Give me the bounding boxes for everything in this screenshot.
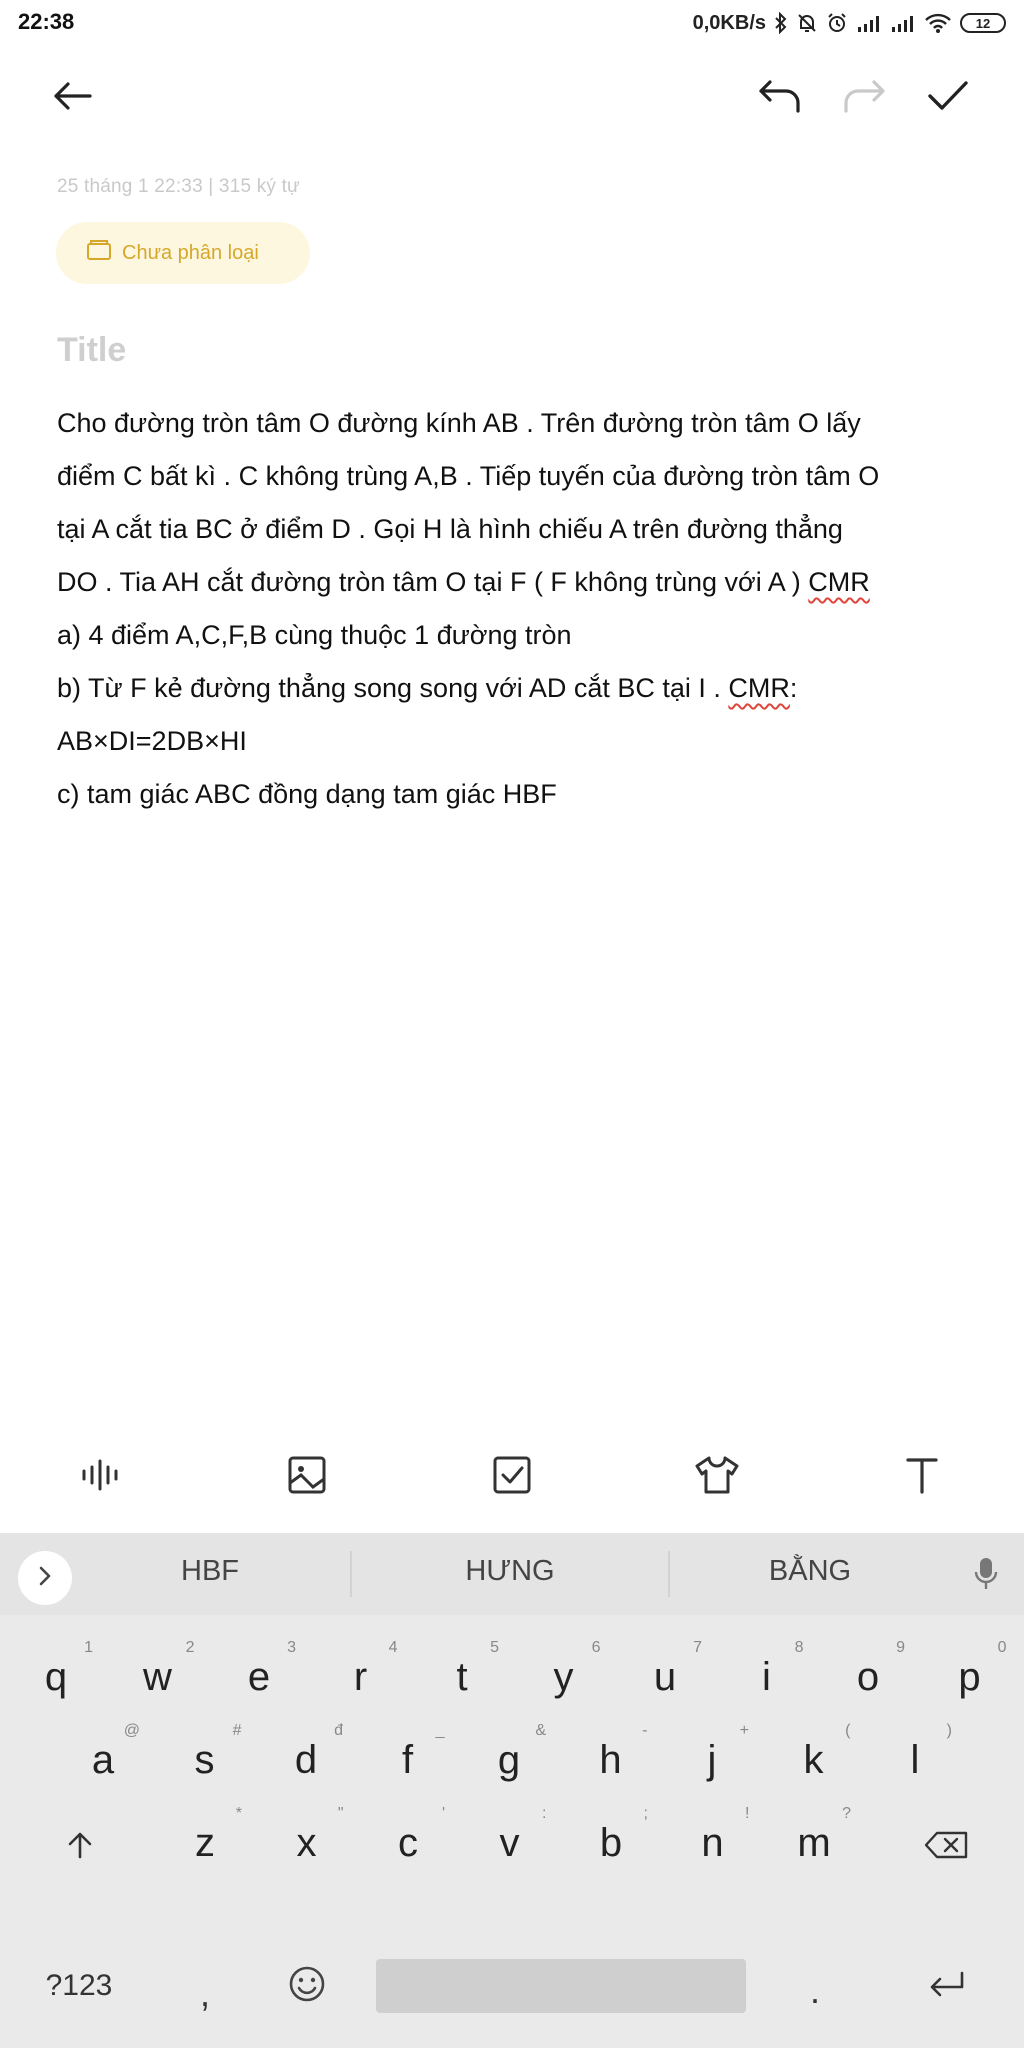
key-label: w xyxy=(143,1655,172,1699)
divider xyxy=(350,1551,352,1597)
key-hint: 4 xyxy=(388,1639,398,1656)
theme-button[interactable] xyxy=(687,1452,747,1502)
undo-icon xyxy=(758,78,802,119)
note-meta: 25 tháng 1 22:33 | 315 ký tự xyxy=(57,176,300,197)
key-label: m xyxy=(797,1821,831,1865)
note-line: AB×DI=2DB×HI xyxy=(57,726,247,756)
shift-arrow-icon xyxy=(65,1830,95,1865)
key-label: h xyxy=(599,1738,622,1782)
key-hint: : xyxy=(542,1805,547,1822)
alarm-icon xyxy=(826,12,848,34)
key-hint: # xyxy=(232,1722,242,1739)
key-f[interactable] xyxy=(363,1718,453,1810)
note-toolbar xyxy=(0,56,1024,136)
key-label: c xyxy=(398,1821,418,1865)
key-label: a xyxy=(91,1738,115,1782)
key-hint: ' xyxy=(441,1805,445,1822)
status-time: 22:38 xyxy=(18,9,75,34)
status-bar xyxy=(0,0,1024,46)
key-label: i xyxy=(762,1655,771,1699)
key-hint: 9 xyxy=(896,1639,905,1656)
key-o[interactable] xyxy=(823,1635,913,1727)
network-speed: 0,0KB/s xyxy=(692,11,766,34)
key-a[interactable] xyxy=(58,1718,148,1810)
key-hint: ( xyxy=(845,1722,851,1739)
bluetooth-icon xyxy=(774,12,788,34)
redo-icon xyxy=(842,78,886,119)
category-label: Chưa phân loại xyxy=(122,241,259,264)
key-label: o xyxy=(856,1655,880,1699)
emoji-key[interactable] xyxy=(262,1940,352,2032)
microphone-icon xyxy=(974,1556,998,1597)
image-icon xyxy=(287,1455,327,1500)
key-k[interactable] xyxy=(769,1718,859,1810)
key-label: n xyxy=(701,1821,724,1865)
key-label: k xyxy=(803,1738,824,1782)
chevron-right-icon xyxy=(37,1565,53,1592)
key-hint: 2 xyxy=(185,1639,195,1656)
suggestion-item[interactable]: BẰNG xyxy=(768,1555,852,1587)
key-label: u xyxy=(653,1655,677,1699)
key-hint: ; xyxy=(643,1805,648,1822)
suggestion-item[interactable]: HBF xyxy=(181,1555,239,1587)
folder-icon xyxy=(86,239,112,267)
comma-key[interactable]: , xyxy=(199,1973,210,2014)
enter-arrow-icon xyxy=(926,1969,966,2004)
key-label: x xyxy=(296,1821,317,1865)
key-y[interactable] xyxy=(519,1635,609,1727)
key-d[interactable] xyxy=(261,1718,351,1810)
key-e[interactable] xyxy=(214,1635,304,1727)
key-label: b xyxy=(599,1821,623,1865)
key-hint: _ xyxy=(435,1722,445,1739)
key-w[interactable] xyxy=(113,1635,203,1727)
divider xyxy=(668,1551,670,1597)
insert-image-button[interactable] xyxy=(277,1452,337,1502)
note-line: điểm C bất kì . C không trùng A,B . Tiếp tuyến của đường tròn tâm O xyxy=(57,461,880,491)
key-l[interactable] xyxy=(870,1718,960,1810)
key-hint: đ xyxy=(334,1722,343,1739)
keyboard xyxy=(0,1533,1024,2048)
period-key[interactable]: . xyxy=(809,1970,820,2011)
signal-icon xyxy=(856,13,882,33)
key-label: j xyxy=(707,1738,717,1782)
key-hint: - xyxy=(642,1722,648,1739)
key-v[interactable] xyxy=(465,1801,555,1893)
key-z[interactable] xyxy=(160,1801,250,1893)
expand-button[interactable] xyxy=(18,1551,72,1605)
key-p[interactable] xyxy=(925,1635,1015,1727)
key-hint: 6 xyxy=(591,1639,601,1656)
redo-button[interactable] xyxy=(836,70,892,126)
key-label: e xyxy=(247,1655,271,1699)
status-icons xyxy=(693,8,1006,38)
note-line: DO . Tia AH cắt đường tròn tâm O tại F ( F không trùng với A ) CMR xyxy=(57,567,870,597)
key-j[interactable] xyxy=(667,1718,757,1810)
wifi-icon xyxy=(924,12,952,34)
category-chip[interactable] xyxy=(56,222,310,284)
checklist-button[interactable] xyxy=(482,1452,542,1502)
key-label: p xyxy=(958,1655,981,1699)
undo-button[interactable] xyxy=(752,70,808,126)
key-s[interactable] xyxy=(160,1718,250,1810)
microphone-button[interactable] xyxy=(966,1553,1006,1599)
bell-muted-icon xyxy=(796,12,818,34)
key-hint: 1 xyxy=(84,1639,93,1656)
spellcheck-word[interactable]: CMR xyxy=(808,567,870,597)
spellcheck-word[interactable]: CMR xyxy=(728,673,790,703)
key-hint: 5 xyxy=(490,1639,499,1656)
key-label: y xyxy=(553,1655,574,1699)
key-label: d xyxy=(294,1738,318,1782)
note-line: c) tam giác ABC đồng dạng tam giác HBF xyxy=(57,779,557,809)
note-title-input[interactable]: Title xyxy=(57,331,127,369)
key-r[interactable] xyxy=(316,1635,406,1727)
text-format-icon xyxy=(904,1456,940,1499)
key-hint: 7 xyxy=(693,1639,702,1656)
space-bar[interactable] xyxy=(376,1959,746,2013)
backspace-icon xyxy=(923,1830,969,1865)
key-m[interactable] xyxy=(769,1801,859,1893)
suggestion-bar xyxy=(0,1533,1024,1615)
key-hint: 0 xyxy=(997,1639,1007,1656)
enter-key[interactable] xyxy=(896,1940,996,2032)
voice-button[interactable] xyxy=(72,1452,132,1502)
key-hint: 3 xyxy=(287,1639,296,1656)
smiley-icon xyxy=(288,1965,326,2008)
key-label: f xyxy=(401,1738,414,1782)
key-t[interactable] xyxy=(417,1635,507,1727)
suggestion-item[interactable]: HƯNG xyxy=(465,1555,555,1587)
note-line: Cho đường tròn tâm O đường kính AB . Trên đường tròn tâm O lấy xyxy=(57,408,861,438)
key-q[interactable] xyxy=(11,1635,101,1727)
key-hint: 8 xyxy=(794,1639,804,1656)
key-b[interactable] xyxy=(566,1801,656,1893)
key-hint: & xyxy=(535,1722,546,1739)
key-i[interactable] xyxy=(722,1635,812,1727)
backspace-key[interactable] xyxy=(896,1801,996,1893)
shift-key[interactable] xyxy=(30,1801,130,1893)
note-line: b) Từ F kẻ đường thẳng song song với AD cắt BC tại I . CMR: xyxy=(57,673,798,703)
key-hint: ) xyxy=(946,1722,952,1739)
key-hint: * xyxy=(235,1805,242,1822)
key-hint: " xyxy=(337,1805,344,1822)
note-body[interactable] xyxy=(57,397,977,821)
save-button[interactable] xyxy=(920,70,976,126)
key-hint: + xyxy=(739,1722,749,1739)
key-label: z xyxy=(195,1821,215,1865)
key-label: l xyxy=(910,1738,920,1782)
note-line: tại A cắt tia BC ở điểm D . Gọi H là hình chiếu A trên đường thẳng xyxy=(57,514,843,544)
key-label: t xyxy=(456,1655,468,1699)
key-hint: ? xyxy=(842,1805,851,1822)
key-g[interactable] xyxy=(464,1718,554,1810)
key-u[interactable] xyxy=(620,1635,710,1727)
format-toolbar xyxy=(0,1440,1024,1514)
key-label: v xyxy=(499,1821,520,1865)
key-label: g xyxy=(497,1738,521,1782)
key-label: q xyxy=(44,1655,68,1699)
voice-wave-icon xyxy=(80,1458,124,1497)
key-label: r xyxy=(353,1655,368,1699)
note-line: a) 4 điểm A,C,F,B cùng thuộc 1 đường tròn xyxy=(57,620,572,650)
key-c[interactable] xyxy=(363,1801,453,1893)
key-hint: @ xyxy=(123,1722,140,1739)
checkbox-icon xyxy=(492,1455,532,1500)
symbols-key[interactable]: ?123 xyxy=(45,1969,113,2002)
key-n[interactable] xyxy=(668,1801,758,1893)
text-format-button[interactable] xyxy=(892,1452,952,1502)
back-button[interactable] xyxy=(44,70,100,126)
shirt-theme-icon xyxy=(694,1455,740,1500)
signal-icon xyxy=(890,13,916,33)
battery-icon: 12 xyxy=(960,13,1006,33)
back-arrow-icon xyxy=(52,80,92,117)
key-label: s xyxy=(194,1738,215,1782)
check-icon xyxy=(927,79,969,118)
key-h[interactable] xyxy=(566,1718,656,1810)
key-x[interactable] xyxy=(262,1801,352,1893)
key-hint: ! xyxy=(745,1805,750,1822)
